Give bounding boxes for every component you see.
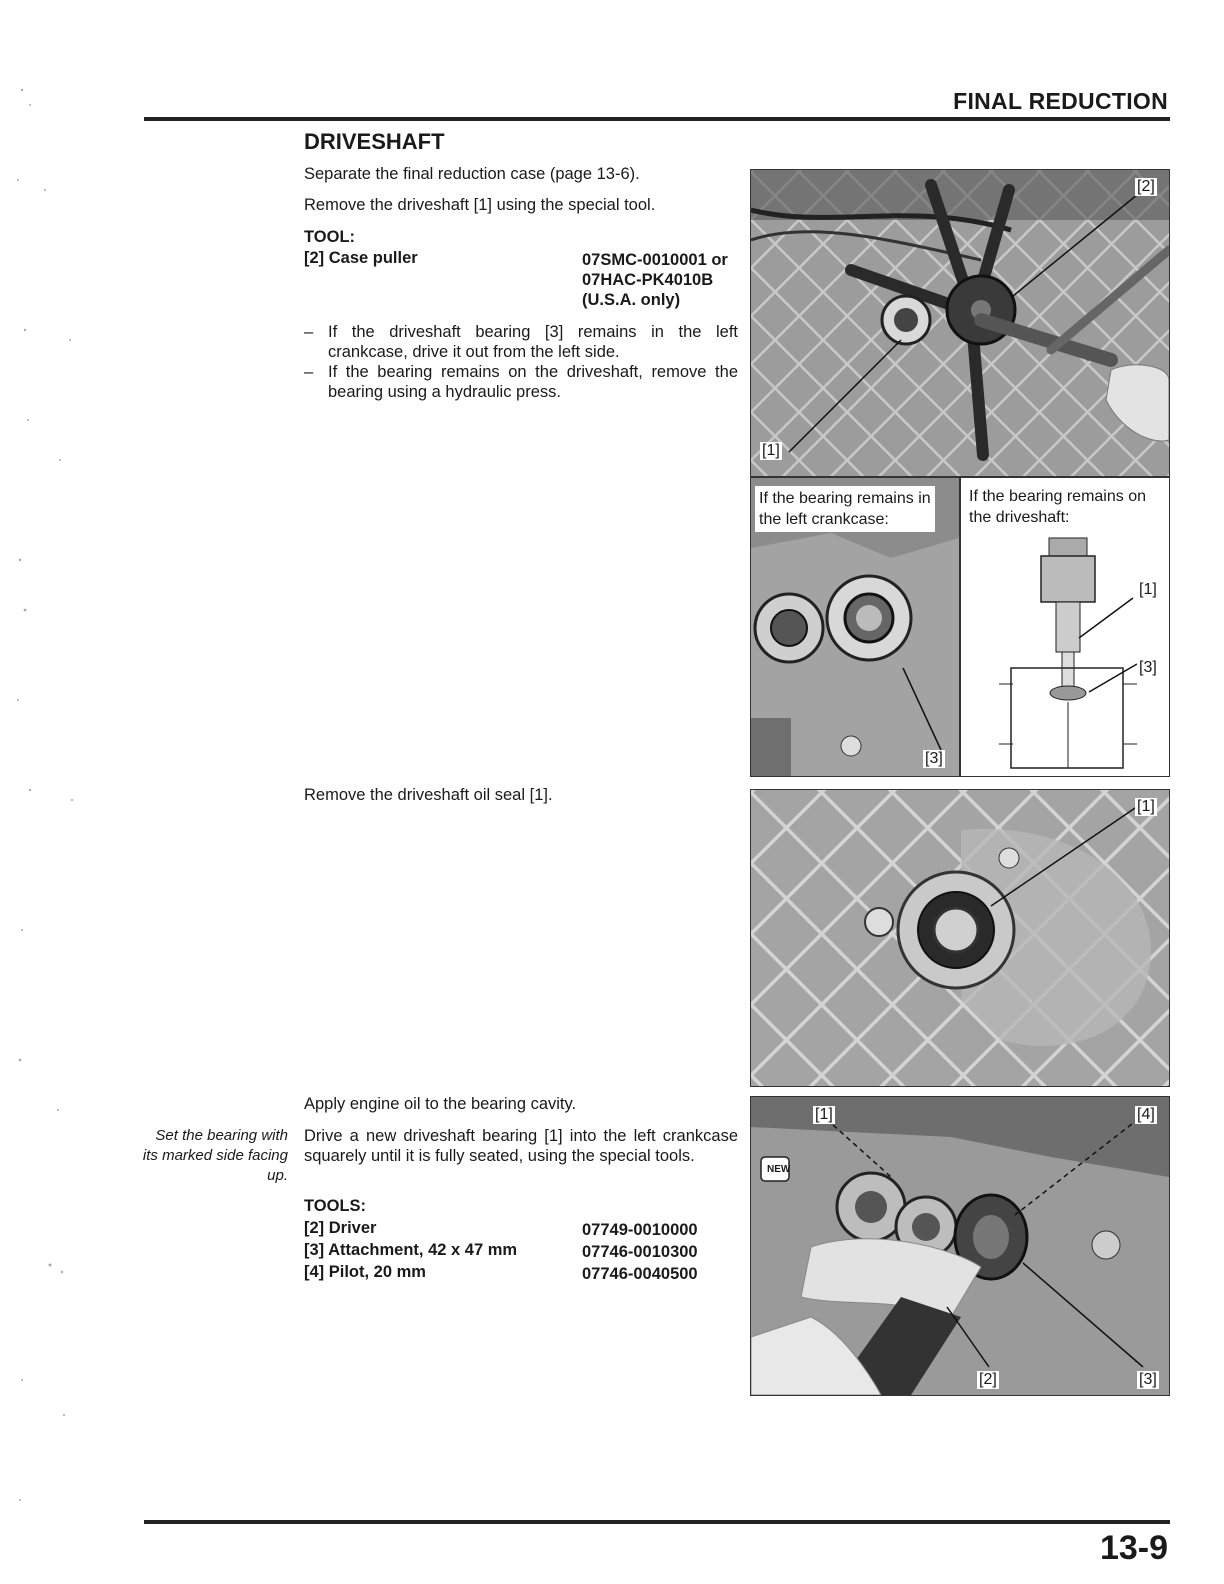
bullet-bearing-on-shaft: If the bearing remains on the driveshaft, remove the bearing using a hydraulic press.: [328, 363, 738, 401]
label-driver: [2]: [979, 1371, 997, 1388]
install-bearing-illustration: [751, 1097, 1169, 1395]
tool-driver-name: [2] Driver: [304, 1219, 377, 1237]
tool-heading: TOOL:: [304, 228, 356, 246]
page-number: 13-9: [1099, 1529, 1168, 1567]
tools-heading: TOOLS:: [304, 1197, 367, 1215]
dash-2: –: [304, 363, 314, 381]
dash-1: –: [304, 323, 314, 341]
oil-seal-illustration: [751, 790, 1169, 1086]
tool-driver-part: 07749-0010000: [582, 1221, 698, 1239]
step-remove-driveshaft: Remove the driveshaft [1] using the special tool.: [304, 196, 656, 214]
label-bearing-3b: [3]: [1139, 659, 1157, 676]
step-remove-oil-seal: Remove the driveshaft oil seal [1].: [304, 786, 553, 804]
caption-bearing-in-crankcase: If the bearing remains in the left crankcase:: [755, 486, 935, 532]
figure-bearing-in-crankcase-photo: [750, 477, 960, 777]
side-note: Set the bearing with its marked side facing up.: [142, 1127, 288, 1184]
footer-rule: [144, 1520, 1170, 1524]
bullet-bearing-in-crankcase: If the driveshaft bearing [3] remains in the left crankcase, drive it out from the left side.: [328, 323, 738, 361]
tool-case-puller-name: [2] Case puller: [304, 249, 418, 267]
new-part-badge: NEW: [767, 1164, 791, 1175]
tool-attachment-name: [3] Attachment, 42 x 47 mm: [304, 1241, 518, 1259]
label-bearing-3a: [3]: [925, 750, 943, 767]
label-oil-seal: [1]: [1137, 798, 1155, 815]
label-case-puller: [2]: [1137, 178, 1155, 195]
label-shaft-1b: [1]: [1139, 581, 1157, 598]
step-drive-bearing: Drive a new driveshaft bearing [1] into the left crankcase squarely until it is fully seated, using the special tools.: [304, 1127, 738, 1165]
figure-oil-seal-photo: [750, 789, 1170, 1087]
figure-install-bearing-photo: [750, 1096, 1170, 1396]
tool-attachment-part: 07746-0010300: [582, 1243, 698, 1261]
tool-part-number-1: 07SMC-0010001 or: [582, 251, 728, 269]
scan-margin-speckle: [0, 0, 140, 1584]
step-separate-case: Separate the final reduction case (page 13-6).: [304, 165, 640, 183]
tool-pilot-part: 07746-0040500: [582, 1265, 698, 1283]
case-puller-illustration: [751, 170, 1169, 476]
tool-pilot-name: [4] Pilot, 20 mm: [304, 1263, 426, 1281]
tool-part-number-2: 07HAC-PK4010B: [582, 271, 714, 289]
caption-bearing-on-shaft: If the bearing remains on the driveshaft:: [965, 484, 1163, 530]
label-new-bearing: [1]: [815, 1106, 833, 1123]
header-rule: [144, 117, 1170, 121]
figure-case-puller-photo: [750, 169, 1170, 477]
step-apply-oil: Apply engine oil to the bearing cavity.: [304, 1095, 577, 1113]
figure-hydraulic-press-diagram: [960, 477, 1170, 777]
label-attachment: [3]: [1139, 1371, 1157, 1388]
tool-part-note: (U.S.A. only): [582, 291, 681, 309]
section-title: FINAL REDUCTION: [953, 88, 1168, 114]
page-title: DRIVESHAFT: [304, 129, 445, 154]
label-pilot: [4]: [1137, 1106, 1155, 1123]
label-driveshaft: [1]: [762, 442, 780, 459]
